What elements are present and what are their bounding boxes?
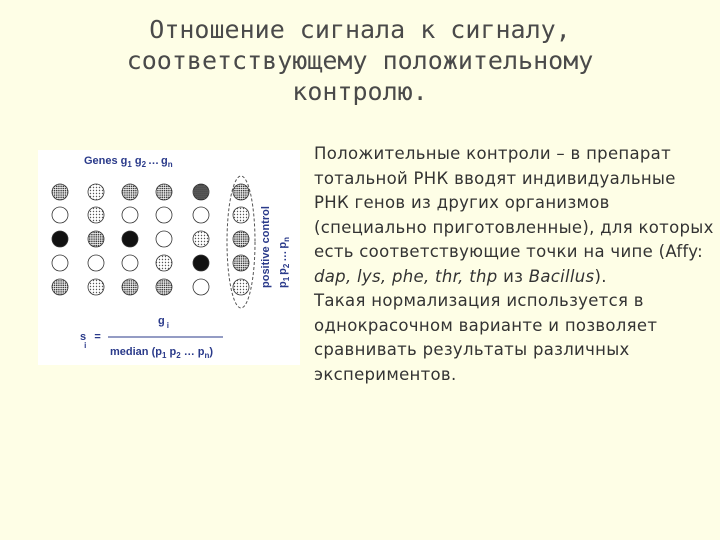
array-spot — [88, 184, 104, 200]
svg-text:Genes g1g2…gn — [84, 155, 173, 169]
array-spot — [88, 279, 104, 295]
title-line-3: контролю. — [292, 77, 428, 106]
pc-pn: p — [277, 241, 289, 249]
array-spot — [193, 255, 209, 271]
array-spot — [122, 255, 138, 271]
paragraph-normalization: Такая нормализация используется в однокрасочном варианте и позволяет сравнивать результаты различных экспериментов. — [314, 291, 658, 384]
array-spot — [52, 184, 68, 200]
array-spot — [122, 184, 138, 200]
den-p2: p — [166, 346, 177, 358]
array-spot — [193, 184, 209, 200]
formula-denominator: median (p — [110, 346, 162, 358]
pc-p1: p — [277, 281, 289, 288]
array-spot — [88, 255, 104, 271]
title-line-2: соответствующему положительному — [126, 46, 594, 75]
description — [314, 142, 714, 387]
svg-text:median (p1 p2 … pn) — [110, 346, 213, 360]
microarray-svg — [38, 150, 300, 365]
p1-text: Положительные контроли – в препарат тотальной РНК вводят индивидуальные РНК генов из других организмов (специально приготовленные), для которых есть соответствующие точки на чипе (Affy: — [314, 144, 714, 261]
gene-g2: g — [134, 155, 142, 167]
pc-sub-2: 2 — [282, 263, 291, 269]
formula-lhs-sub: i — [84, 341, 87, 350]
p1-genus: Bacillus — [528, 266, 595, 286]
array-spot — [122, 231, 138, 247]
array-spot — [233, 231, 249, 247]
formula-numerator-sub: i — [166, 321, 169, 330]
array-spot — [233, 207, 249, 223]
den-close: ) — [209, 346, 214, 358]
gene-sub-1: 1 — [127, 160, 132, 169]
gene-gn: g — [161, 155, 168, 167]
array-spot — [156, 184, 172, 200]
den-sub-1: 1 — [161, 351, 167, 360]
p1-mid: из — [497, 266, 529, 286]
positive-control-sequence — [277, 237, 291, 288]
array-spot — [193, 279, 209, 295]
gene-sub-2: 2 — [141, 160, 147, 169]
formula-equals: = — [94, 331, 101, 343]
pc-dots: … — [277, 250, 289, 262]
positive-control-label: positive control — [260, 206, 272, 288]
genes-label: Genes g — [84, 155, 128, 167]
array-spot — [122, 279, 138, 295]
slide-title — [0, 14, 720, 107]
spot-grid — [52, 184, 249, 295]
array-spot — [52, 231, 68, 247]
array-spot — [233, 279, 249, 295]
array-spot — [193, 231, 209, 247]
pc-p2: p — [277, 268, 289, 275]
array-spot — [122, 207, 138, 223]
array-spot — [88, 231, 104, 247]
gene-dots: … — [148, 155, 160, 167]
formula-lhs: s — [80, 331, 87, 343]
den-sub-n: n — [204, 351, 210, 360]
svg-text:gi — [158, 315, 169, 330]
formula-numerator: g — [158, 315, 165, 327]
array-spot — [88, 207, 104, 223]
array-spot — [156, 231, 172, 247]
array-spot — [156, 279, 172, 295]
array-spot — [193, 207, 209, 223]
den-dots: … p — [180, 346, 205, 358]
array-spot — [233, 184, 249, 200]
paragraph-positive-controls — [314, 142, 714, 289]
title-line-1: Отношение сигнала к сигналу, — [149, 15, 571, 44]
array-spot — [52, 279, 68, 295]
den-sub-2: 2 — [176, 351, 181, 360]
array-spot — [52, 207, 68, 223]
array-spot — [156, 207, 172, 223]
microarray-figure — [38, 150, 300, 365]
array-spot — [233, 255, 249, 271]
pc-sub-1: 1 — [282, 276, 291, 282]
p1-end: ). — [594, 266, 607, 286]
gene-sub-n: n — [167, 160, 173, 169]
array-spot — [52, 255, 68, 271]
svg-text:si= — [80, 331, 101, 350]
array-spot — [156, 255, 172, 271]
p1-species: dap, lys, phe, thr, thp — [314, 266, 498, 286]
pc-sub-n: n — [282, 237, 291, 242]
